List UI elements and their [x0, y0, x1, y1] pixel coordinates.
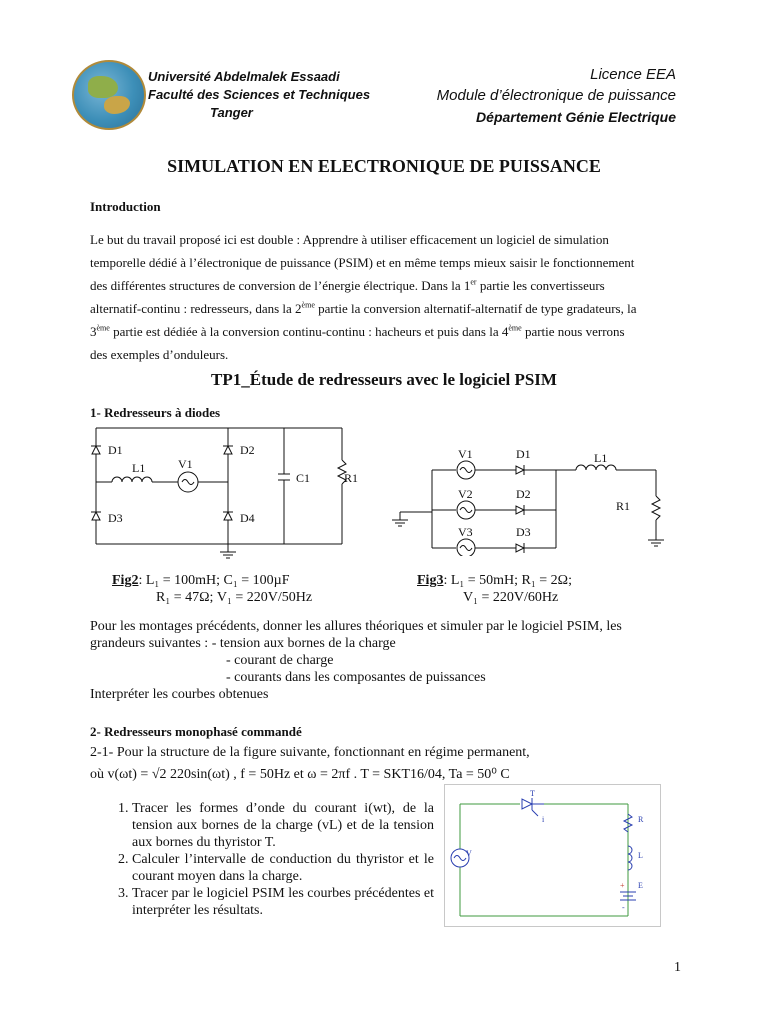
- fig4-label-e: E: [638, 881, 643, 890]
- fig4-label-i: i: [542, 815, 545, 824]
- intro-paragraph: [90, 228, 680, 366]
- fig2-label-l1: L1: [132, 461, 146, 475]
- fig3-label-r1: R1: [616, 499, 631, 513]
- tp1-title: TP1_Étude de redresseurs avec le logiciel PSIM: [211, 370, 557, 389]
- course-block: [437, 64, 676, 128]
- fig2-label-d3: D3: [108, 511, 123, 525]
- section2-intro: [90, 742, 682, 786]
- fig4-label-r: R: [638, 815, 644, 824]
- task-item-1: 1. Tracer les formes d’onde du courant i(wt), de la tension aux bornes de la charge (vL) et de la tension aux bornes du thyristor T.: [132, 800, 434, 851]
- fig2-label-r1: R1: [343, 471, 358, 485]
- fig2-label-c1: C1: [296, 471, 311, 485]
- section1-text: [90, 618, 682, 703]
- section2-line1: 2-1- Pour la structure de la figure suivante, fonctionnant en régime permanent,: [90, 745, 530, 760]
- module-label: Module d’électronique de puissance: [436, 87, 676, 104]
- fig3-label-d3: D3: [516, 525, 531, 539]
- fig3-label-d2: D2: [516, 487, 531, 501]
- intro-line: temporelle dédié à l’électronique de puissance (PSIM) et en même temps mieux saisir le fonctionnement: [90, 255, 635, 270]
- intro-line: 3ème partie est dédiée à la conversion continu-continu : hacheurs et puis dans la 4ème partie nous verrons: [90, 323, 625, 339]
- section2-heading: 2- Redresseurs monophasé commandé: [90, 724, 302, 739]
- section1-text-line: grandeurs suivantes : - tension aux bornes de la charge: [90, 636, 396, 651]
- task-item-2: 2. Calculer l’intervalle de conduction du thyristor et le courant moyen dans la charge.: [132, 851, 434, 885]
- fig3-caption-line1: : L₁ = 50mH; R₁ = 2Ω;: [443, 573, 572, 588]
- task-list: [106, 800, 434, 919]
- fig4-label-v: V: [466, 849, 472, 858]
- fig2-label-d1: D1: [108, 443, 123, 457]
- fig2-label-d4: D4: [240, 511, 255, 525]
- fig2-caption-line2: R₁ = 47Ω; V₁ = 220V/50Hz: [156, 590, 313, 605]
- fig2-label-d2: D2: [240, 443, 255, 457]
- intro-line: Le but du travail proposé ici est double : Apprendre à utiliser efficacement un logiciel de simulation: [90, 232, 609, 247]
- university-logo: [72, 60, 146, 130]
- faculty-name: Faculté des Sciences et Techniques: [148, 87, 371, 102]
- section1-text-line: - courant de charge: [226, 653, 334, 668]
- intro-heading: Introduction: [90, 199, 161, 214]
- fig3-caption-line2: V₁ = 220V/60Hz: [463, 590, 559, 605]
- section1-heading: 1- Redresseurs à diodes: [90, 405, 221, 420]
- page-number: 1: [674, 960, 681, 975]
- fig3-label-d1: D1: [516, 447, 531, 461]
- fig3-label-v2: V2: [458, 487, 473, 501]
- university-block: [148, 68, 370, 122]
- fig3-caption: [417, 572, 572, 606]
- university-name: Université Abdelmalek Essaadi: [148, 69, 340, 84]
- fig3-label-v3: V3: [458, 525, 473, 539]
- fig2-caption: [112, 572, 312, 606]
- fig3-caption-label: Fig3: [417, 573, 444, 588]
- fig4-label-plus: +: [620, 881, 625, 890]
- section1-text-line: Pour les montages précédents, donner les allures théoriques et simuler par le logiciel PSIM, les: [90, 619, 622, 634]
- intro-line: alternatif-continu : redresseurs, dans la 2ème partie la conversion alternatif-alternatif de type gradateurs, la: [90, 300, 637, 316]
- section1-text-line: - courants dans les composantes de puissances: [226, 670, 486, 685]
- fig3-schematic: [386, 446, 676, 556]
- fig4-label-t: T: [530, 789, 535, 798]
- fig2-label-v1: V1: [178, 457, 193, 471]
- fig4-schematic: [444, 784, 662, 928]
- fig2-schematic: [86, 424, 362, 564]
- fig3-label-v1: V1: [458, 447, 473, 461]
- city-name: Tanger: [210, 105, 253, 120]
- intro-line: des exemples d’onduleurs.: [90, 347, 229, 362]
- page-title: SIMULATION EN ELECTRONIQUE DE PUISSANCE: [167, 156, 601, 176]
- section1-text-line: Interpréter les courbes obtenues: [90, 687, 269, 702]
- fig2-caption-label: Fig2: [112, 573, 139, 588]
- fig4-label-l: L: [638, 851, 643, 860]
- fig3-label-l1: L1: [594, 451, 608, 465]
- task-item-3: 3. Tracer par le logiciel PSIM les courbes précédentes et interpréter les résultats.: [132, 885, 434, 919]
- department-label: Département Génie Electrique: [476, 109, 676, 125]
- section2-line2: où v(ωt) = √2 220sin(ωt) , f = 50Hz et ω = 2πf . T = SKT16/04, Ta = 50⁰ C: [90, 767, 510, 782]
- fig4-label-minus: -: [622, 903, 625, 912]
- intro-line: des différentes structures de conversion de l’énergie électrique. Dans la 1er partie les convertisseurs: [90, 277, 605, 293]
- fig2-caption-line1: : L₁ = 100mH; C₁ = 100µF: [138, 573, 290, 588]
- licence-label: Licence EEA: [590, 66, 676, 83]
